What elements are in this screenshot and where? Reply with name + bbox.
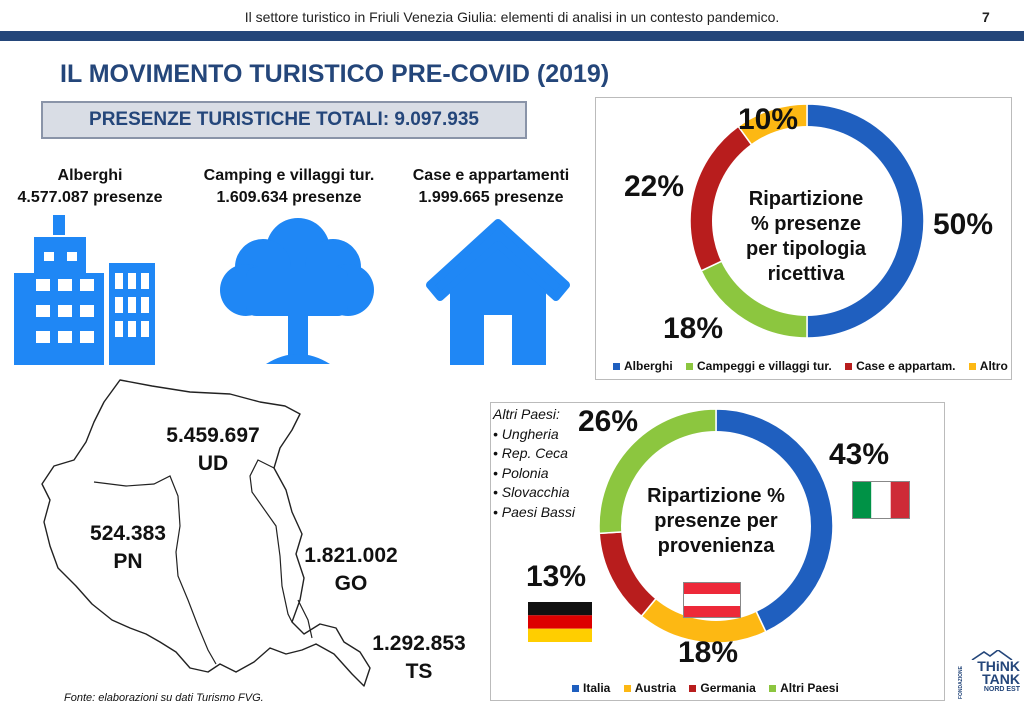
legend-swatch	[769, 685, 776, 692]
header-bar	[0, 31, 1024, 41]
house-icon	[418, 215, 578, 367]
think-tank-logo	[958, 650, 1020, 700]
map-code: TS	[405, 660, 433, 683]
altri-paesi-list	[493, 405, 575, 522]
flag-germany-icon	[528, 602, 592, 642]
category-name: Alberghi	[57, 167, 123, 184]
header-title: Il settore turistico in Friuli Venezia Giulia: elementi di analisi in un contesto pandemico.	[244, 9, 780, 25]
map-label-pn	[68, 520, 188, 576]
tree-icon	[218, 212, 376, 368]
altri-item: • Slovacchia	[493, 484, 570, 500]
map-value: 1.292.853	[372, 632, 466, 655]
category-name: Case e appartamenti	[412, 167, 570, 184]
map-label-ts	[354, 630, 484, 686]
logo-tank: TANK	[982, 671, 1020, 687]
category-camping	[186, 165, 392, 209]
center-line: ricettiva	[767, 263, 845, 285]
legend-tipologia	[603, 359, 1008, 373]
slice-label-alberghi: 50%	[933, 208, 994, 241]
map-label-ud	[143, 422, 283, 478]
legend-swatch	[969, 363, 976, 370]
page-number: 7	[982, 9, 990, 25]
map-value: 524.383	[90, 522, 166, 545]
center-line: provenienza	[657, 535, 775, 557]
map-value: 1.821.002	[304, 544, 398, 567]
slice-label-altro: 10%	[738, 103, 799, 136]
legend-swatch	[689, 685, 696, 692]
legend-swatch	[572, 685, 579, 692]
altri-item: • Polonia	[493, 464, 549, 481]
center-line: per tipologia	[746, 238, 866, 260]
logo-small-text: FONDAZIONE	[958, 666, 964, 700]
center-line: presenze per	[654, 510, 778, 532]
logo-think: THiNK	[977, 658, 1020, 674]
buildings-icon	[14, 215, 164, 367]
map-label-go	[286, 542, 416, 598]
category-alberghi	[0, 165, 180, 209]
map-code: UD	[197, 452, 229, 475]
legend-label: Campeggi e villaggi tur.	[697, 359, 832, 373]
legend-provenienza	[562, 681, 839, 695]
map-code: GO	[334, 572, 368, 595]
center-line: % presenze	[750, 213, 862, 235]
map-code: PN	[113, 550, 143, 573]
legend-label: Alberghi	[624, 359, 673, 373]
map-value: 5.459.697	[166, 424, 260, 447]
legend-label: Case e appartam.	[856, 359, 956, 373]
slice-label-case: 22%	[624, 170, 685, 203]
legend-swatch	[624, 685, 631, 692]
legend-swatch	[845, 363, 852, 370]
legend-label: Austria	[634, 681, 677, 695]
slice-label-altri: 26%	[578, 405, 639, 438]
altri-item: • Ungheria	[493, 425, 559, 442]
legend-label: Italia	[583, 681, 611, 695]
category-case	[393, 165, 589, 209]
legend-label: Altri Paesi	[780, 681, 839, 695]
altri-item: • Rep. Ceca	[493, 445, 568, 461]
slice-label-italia: 43%	[829, 438, 890, 471]
legend-swatch	[686, 363, 693, 370]
chart-center-label-provenienza	[631, 484, 801, 559]
altri-title: Altri Paesi:	[493, 406, 560, 422]
chart-center-label-tipologia	[716, 187, 896, 287]
source-note: Fonte: elaborazioni su dati Turismo FVG.	[64, 692, 264, 704]
legend-label: Altro	[979, 359, 1008, 373]
logo-nordest: NORD EST	[983, 686, 1020, 693]
flag-austria-icon	[683, 582, 741, 618]
total-presences-box: PRESENZE TURISTICHE TOTALI: 9.097.935	[41, 101, 527, 139]
category-name: Camping e villaggi tur.	[203, 167, 375, 184]
slice-label-germania: 13%	[526, 560, 587, 593]
flag-italy-icon	[852, 481, 910, 519]
altri-item: • Paesi Bassi	[493, 503, 575, 520]
center-line: Ripartizione %	[647, 485, 785, 507]
legend-label: Germania	[700, 681, 756, 695]
legend-swatch	[613, 363, 620, 370]
slice-label-campeggi: 18%	[663, 312, 724, 345]
page-title: IL MOVIMENTO TURISTICO PRE-COVID (2019)	[60, 60, 610, 88]
center-line: Ripartizione	[748, 188, 864, 210]
slice-label-austria: 18%	[678, 636, 739, 669]
category-value: 4.577.087 presenze	[17, 189, 163, 206]
category-value: 1.999.665 presenze	[418, 189, 564, 206]
category-value: 1.609.634 presenze	[216, 189, 362, 206]
